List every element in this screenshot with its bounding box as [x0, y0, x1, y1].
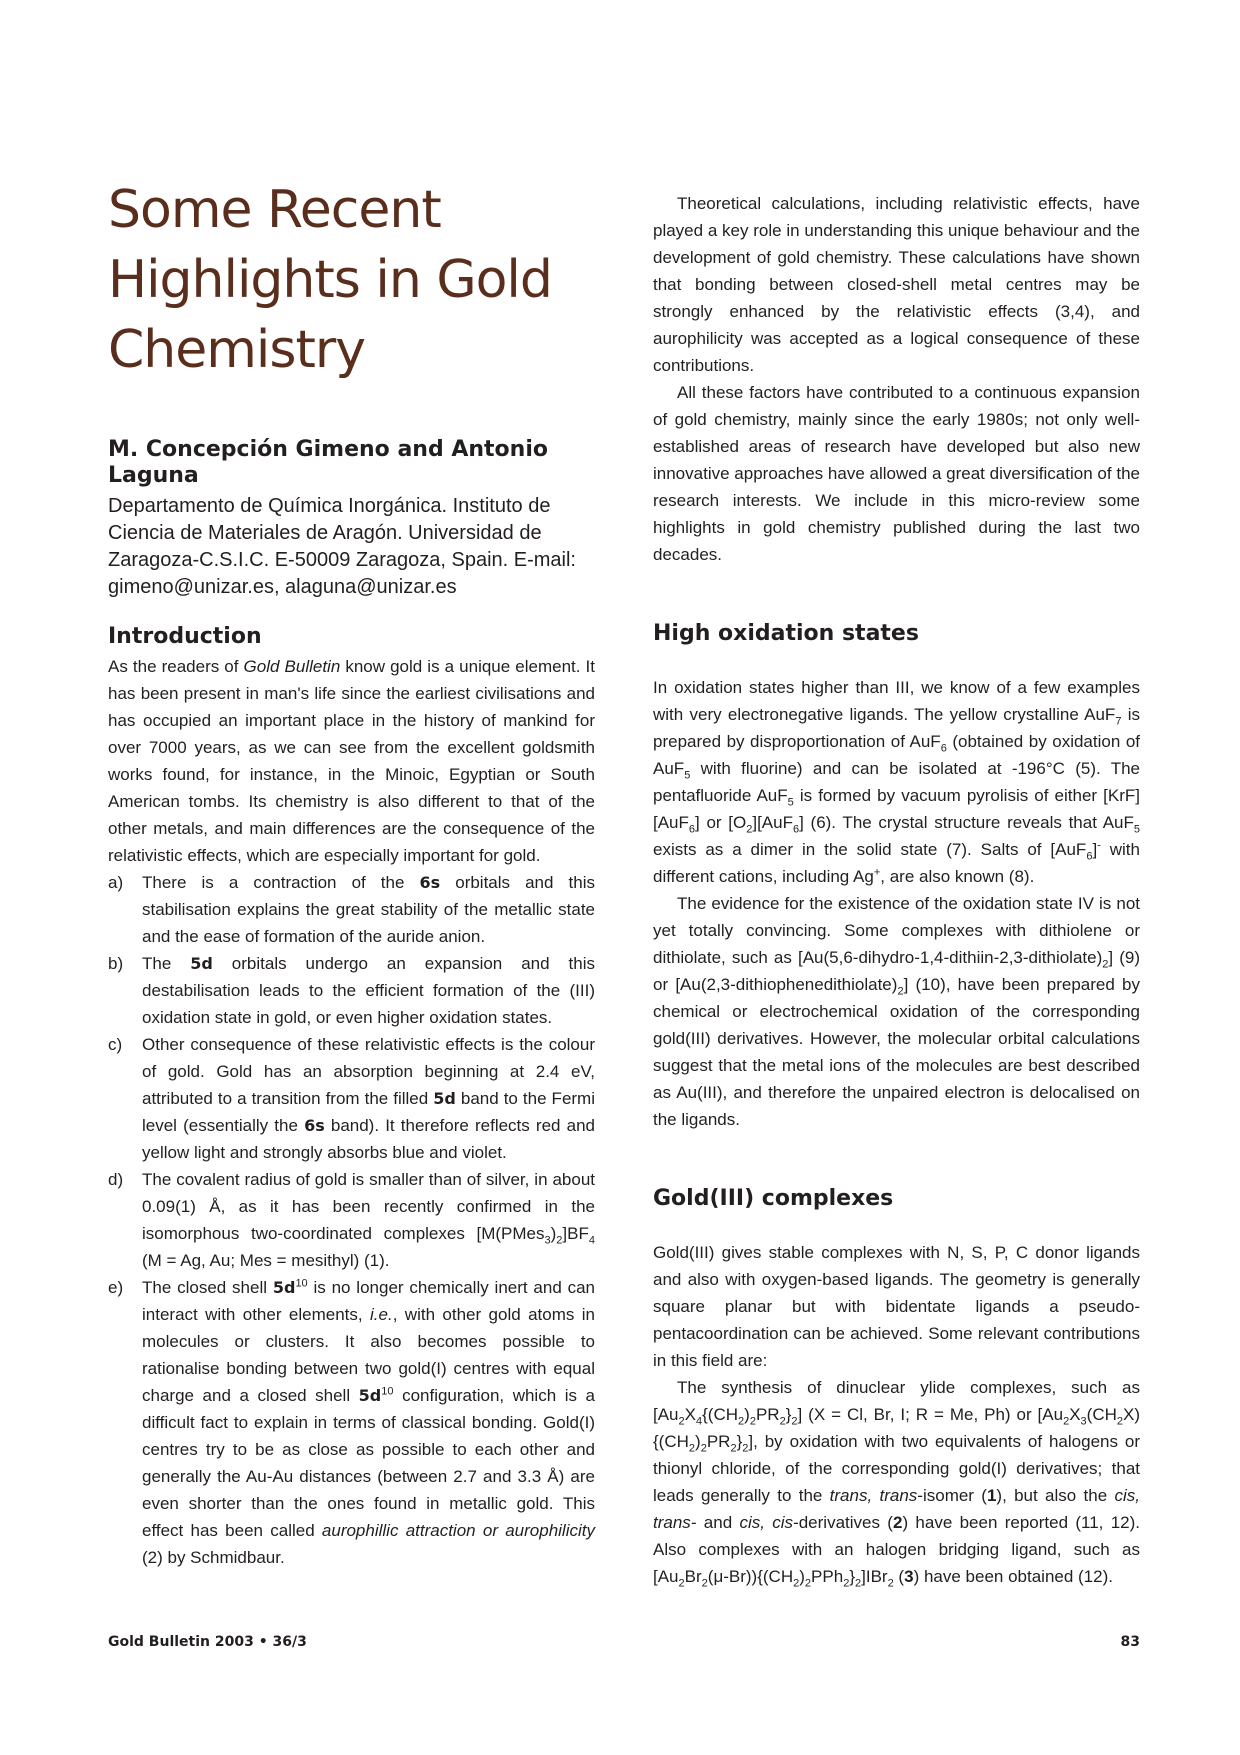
section-heading-high-oxidation: High oxidation states [653, 621, 919, 646]
list-marker: d) [108, 1170, 124, 1189]
list-item: c) Other consequence of these relativistic effects is the colour of gold. Gold has an absorption beginning at 2.4 eV, attributed to a transition from the filled 5d band to the Fermi level (essentially the 6s band). It therefore reflects red and yellow light and strongly absorbs blue and violet. [108, 1031, 595, 1166]
list-item: d) The covalent radius of gold is smaller than of silver, in about 0.09(1) Å, as it has been recently confirmed in the isomorphous two-coordinated complexes $[M(PMes_3)_2]BF_4$ (M = Ag, Au; Mes = mesithyl) (1). [108, 1166, 595, 1274]
list-item: a) There is a contraction of the 6s orbitals and this stabilisation explains the great stability of the metallic state and the ease of formation of the auride anion. [108, 869, 595, 950]
list-item: b) The 5d orbitals undergo an expansion and this destabilisation leads to the efficient formation of the (III) oxidation state in gold, or even higher oxidation states. [108, 950, 595, 1031]
intro-paragraph: As the readers of Gold Bulletin know gold is a unique element. It has been present in man's life since the earliest civilisations and has occupied an important place in the history of mankind for over 7000 years, as we can see from the excellent goldsmith works found, for instance, in the Minoic, Egyptian or South American tombs. Its chemistry is also different to that of the other metals, and main differences are the consequence of the relativistic effects, which are especially important for gold. [108, 657, 595, 865]
title-line: Some Recent [108, 180, 441, 240]
paragraph: The evidence for the existence of the oxidation state IV is not yet totally convincing. Some complexes with dithiolene or dithiolate, such as $[Au(5,6-dihydro-1,4-dithiin-2,3-dithiolate)_2]$ (9) or $[Au(2,3-dithiophenedithiolate)_2]$ (10), have been prepared by chemical or electrochemical oxidation of the corresponding gold(III) derivatives. However, the molecular orbital calculations suggest that the metal ions of the molecules are best described as Au(III), and therefore the unpaired electron is delocalised on the ligands. [653, 894, 1141, 1129]
footer-journal: Gold Bulletin 2003 • 36/3 [108, 1634, 307, 1650]
affiliation: Departamento de Química Inorgánica. Instituto de Ciencia de Materiales de Aragón. Universidad de Zaragoza-C.S.I.C. E-50009 Zaragoza, Spain. E-mail: gimeno@unizar.es, alaguna@unizar.es [108, 495, 576, 598]
list-marker: e) [108, 1278, 124, 1297]
authors: M. Concepción Gimeno and Antonio Laguna [108, 437, 548, 488]
list-item: e) The closed shell $5d^{10}$ is no longer chemically inert and can interact with other elements, i.e., with other gold atoms in molecules or clusters. It also becomes possible to rationalise bonding between two gold(I) centres with equal charge and a closed shell $5d^{10}$ configuration, which is a difficult fact to explain in terms of classical bonding. Gold(I) centres try to be as close as possible to each other and generally the Au-Au distances (between 2.7 and 3.3 Å) are even shorter than the ones found in metallic gold. This effect has been called aurophillic attraction or aurophilicity (2) by Schmidbaur. [108, 1274, 595, 1571]
article-title [108, 175, 595, 385]
left-column [108, 175, 595, 1571]
title-line: Highlights in Gold [108, 250, 552, 310]
title-line: Chemistry [108, 320, 365, 380]
right-column [653, 190, 1140, 1590]
paragraph: All these factors have contributed to a continuous expansion of gold chemistry, mainly since the early 1980s; not only well-established areas of research have developed but also new innovative approaches have allowed a great diversification of the research interests. We include in this micro-review some highlights in gold chemistry published during the last two decades. [653, 383, 1140, 564]
section-heading-gold3: Gold(III) complexes [653, 1186, 894, 1211]
paragraph: The synthesis of dinuclear ylide complexes, such as $[Au_2X_4\{(CH_2)_2PR_2\}_2] (X = Cl$, Br, I; R = Me, Ph) or $[Au_2X_3(CH_2X)\{(CH_2)_2PR_2\}_2]$, by oxidation with two equivalents of halogens or thionyl chloride, of the corresponding gold(I) derivatives; that leads generally to the trans, trans-isomer (1), but also the cis, trans- and cis, cis-derivatives (2) have been reported (11, 12). Also complexes with an halogen bridging ligand, such as $[Au_2Br_2(\mu-Br))\{(CH_2)_2PPh_2\}_2]IBr_2$ (3) have been obtained (12). [653, 1378, 1141, 1590]
paragraph: In oxidation states higher than III, we know of a few examples with very electronegative ligands. The yellow crystalline AuF$_7$ is prepared by disproportionation of AuF$_6$ (obtained by oxidation of AuF$_5$ with fluorine) and can be isolated at -196°C (5). The pentafluoride AuF$_5$ is formed by vacuum pyrolisis of either [KrF][AuF$_6$] or $[O_2][AuF_6]$ (6). The crystal structure reveals that AuF$_5$ exists as a dimer in the solid state (7). Salts of [AuF$_6$]- with different cations, including Ag+, are also known (8). [653, 678, 1141, 886]
paragraph: Theoretical calculations, including relativistic effects, have played a key role in understanding this unique behaviour and the development of gold chemistry. These calculations have shown that bonding between closed-shell metal centres may be strongly enhanced by the relativistic effects (3,4), and aurophilicity was accepted as a logical consequence of these contributions. [653, 194, 1140, 375]
page-number: 83 [1120, 1634, 1140, 1650]
section-heading-introduction: Introduction [108, 624, 262, 649]
paragraph: Gold(III) gives stable complexes with N, S, P, C donor ligands and also with oxygen-based ligands. The geometry is generally square planar but with bidentate ligands a pseudo-pentacoordination can be achieved. Some relevant contributions in this field are: [653, 1243, 1140, 1370]
list-marker: b) [108, 954, 124, 973]
relativistic-effects-list [108, 869, 595, 1571]
list-marker: c) [108, 1035, 123, 1054]
list-marker: a) [108, 873, 124, 892]
